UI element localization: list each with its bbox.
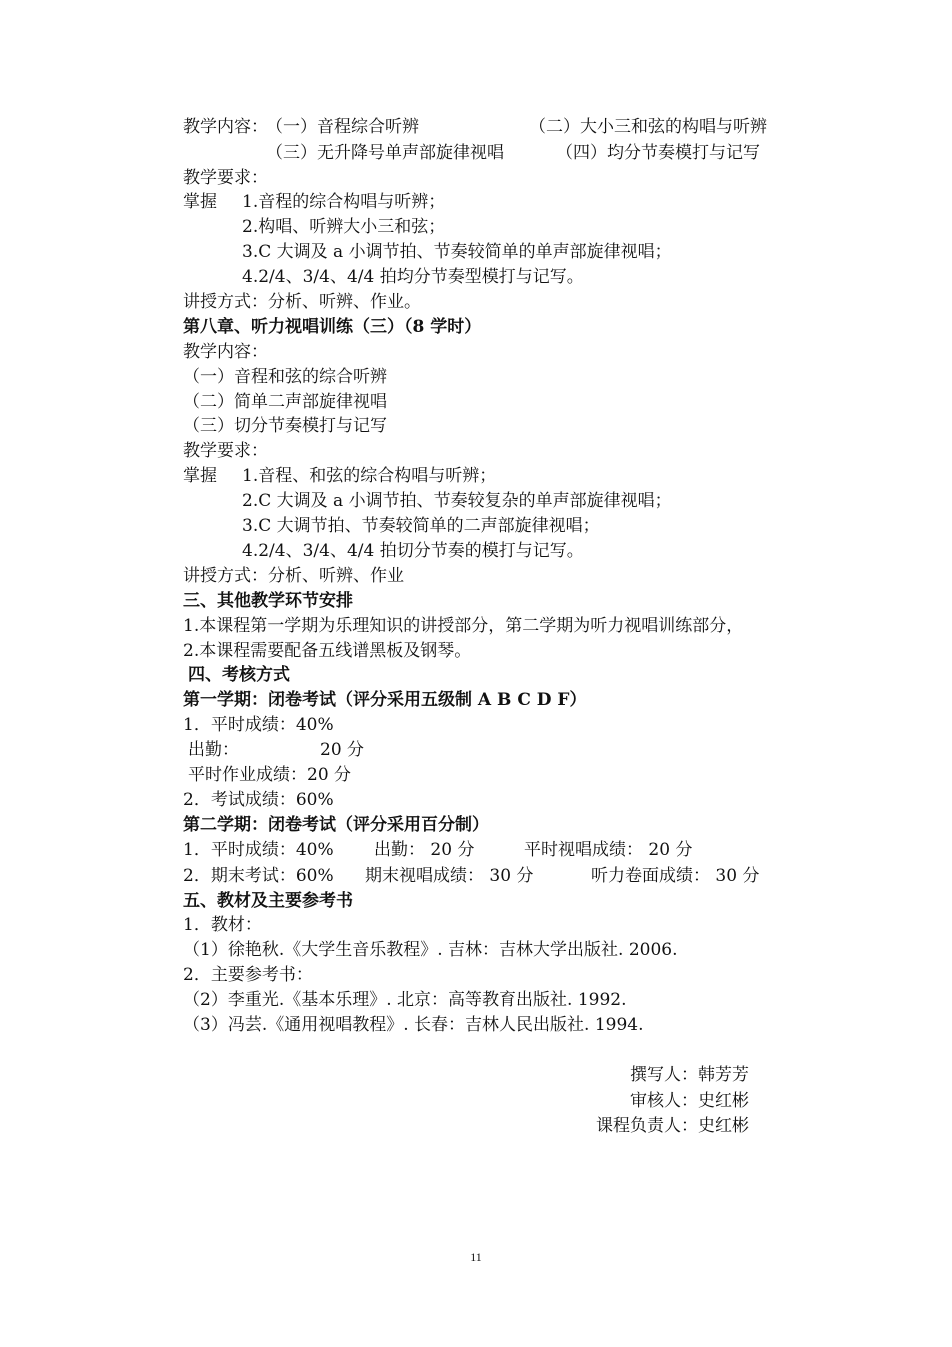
grade-line: 平时视唱成绩： 20 分: [524, 840, 693, 860]
section-heading: 四、考核方式: [188, 665, 290, 685]
content-item: （二）简单二声部旋律视唱: [183, 392, 387, 412]
teaching-method: 讲授方式：分析、听辨、作业: [183, 566, 404, 586]
requirement-item: 1.音程、和弦的综合构唱与听辨；: [242, 466, 497, 486]
grasp-label: 掌握: [183, 192, 217, 212]
grade-label: 出勤：: [188, 740, 239, 760]
section-heading: 五、教材及主要参考书: [183, 891, 353, 911]
section-heading: 三、其他教学环节安排: [183, 591, 353, 611]
signature-writer: 撰写人：韩芳芳: [630, 1065, 749, 1085]
signature-owner: 课程负责人：史红彬: [596, 1116, 749, 1136]
requirement-item: 2.构唱、听辨大小三和弦；: [242, 217, 446, 237]
signature-reviewer: 审核人：史红彬: [630, 1091, 749, 1111]
reference-entry: （2）李重光.《基本乐理》. 北京：高等教育出版社. 1992.: [183, 990, 627, 1010]
requirement-item: 3.C 大调节拍、节奏较简单的二声部旋律视唱；: [242, 516, 600, 536]
teaching-method: 讲授方式：分析、听辨、作业。: [183, 292, 421, 312]
content-item: （一）音程综合听辨: [266, 117, 419, 137]
requirement-item: 4.2/4、3/4、4/4 拍均分节奏型模打与记写。: [242, 267, 584, 287]
grade-line: 听力卷面成绩： 30 分: [591, 866, 760, 886]
grade-line: 1．平时成绩：40%: [183, 715, 334, 735]
content-label: 教学内容：: [183, 342, 268, 362]
requirement-item: 4.2/4、3/4、4/4 拍切分节奏的模打与记写。: [242, 541, 584, 561]
page-number: 11: [470, 1250, 482, 1264]
content-item: （一）音程和弦的综合听辨: [183, 367, 387, 387]
chapter-heading: 第八章、听力视唱训练（三）（8 学时）: [183, 317, 482, 337]
grade-line: 期末视唱成绩： 30 分: [365, 866, 534, 886]
content-item: （三）切分节奏模打与记写: [183, 416, 387, 436]
section-line: 1.本课程第一学期为乐理知识的讲授部分，第二学期为听力视唱训练部分，: [183, 616, 744, 636]
content-item: （二）大小三和弦的构唱与听辨: [529, 117, 767, 137]
grade-line: 2．考试成绩：60%: [183, 790, 334, 810]
requirement-label: 教学要求：: [183, 441, 268, 461]
grade-line: 2．期末考试：60%: [183, 866, 334, 886]
references-label: 2．主要参考书：: [183, 965, 313, 985]
term-heading: 第一学期：闭卷考试（评分采用五级制 A B C D F）: [183, 690, 587, 710]
requirement-item: 2.C 大调及 a 小调节拍、节奏较复杂的单声部旋律视唱；: [242, 491, 672, 511]
textbook-label: 1．教材：: [183, 915, 262, 935]
reference-entry: （3）冯芸.《通用视唱教程》. 长春：吉林人民出版社. 1994.: [183, 1015, 644, 1035]
grade-line: 出勤： 20 分: [374, 840, 475, 860]
requirement-item: 1.音程的综合构唱与听辨；: [242, 192, 446, 212]
grasp-label: 掌握: [183, 466, 217, 486]
grade-value: 20 分: [320, 740, 365, 760]
term-heading: 第二学期：闭卷考试（评分采用百分制）: [183, 815, 489, 835]
requirement-label: 教学要求：: [183, 168, 268, 188]
content-item: （三）无升降号单声部旋律视唱: [266, 143, 504, 163]
content-label: 教学内容：: [183, 117, 268, 137]
section-line: 2.本课程需要配备五线谱黑板及钢琴。: [183, 641, 472, 661]
grade-line: 平时作业成绩：20 分: [188, 765, 352, 785]
textbook-entry: （1）徐艳秋.《大学生音乐教程》. 吉林：吉林大学出版社. 2006.: [183, 940, 678, 960]
requirement-item: 3.C 大调及 a 小调节拍、节奏较简单的单声部旋律视唱；: [242, 242, 672, 262]
content-item: （四）均分节奏模打与记写: [556, 143, 760, 163]
grade-line: 1．平时成绩：40%: [183, 840, 334, 860]
